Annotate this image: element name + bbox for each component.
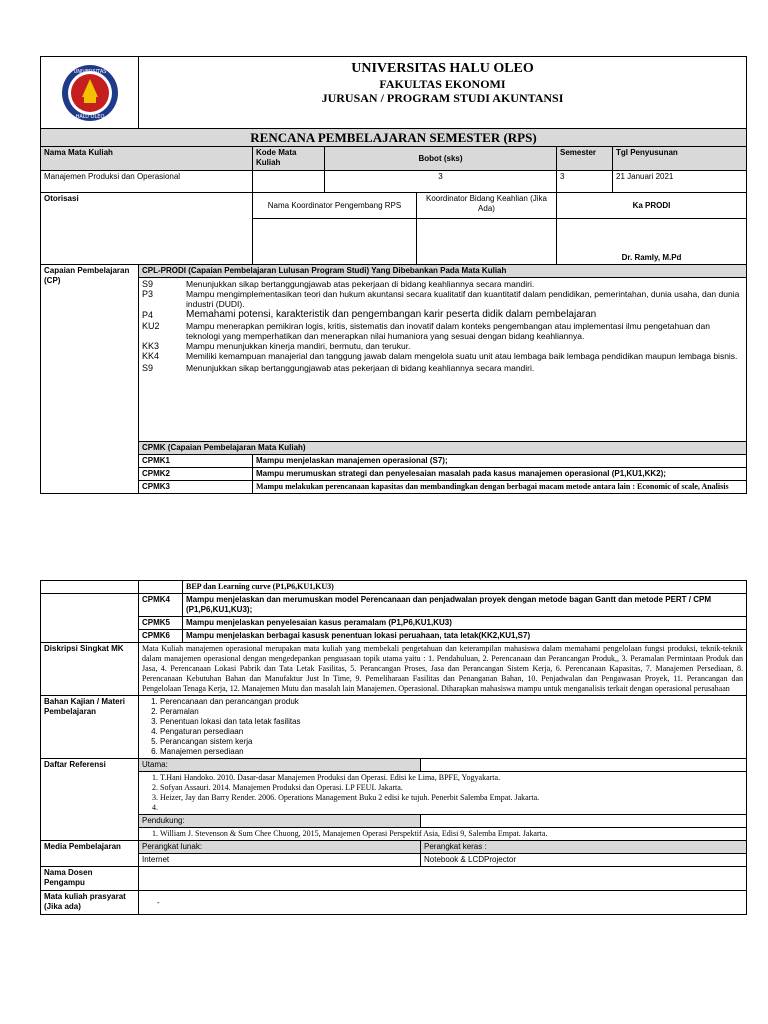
utama-label: Utama: xyxy=(139,759,421,772)
label-field-coordinator: Koordinator Bidang Keahlian (Jika Ada) xyxy=(417,193,557,219)
semester-value: 3 xyxy=(557,171,613,193)
cpmk-desc: Mampu menjelaskan dan merumuskan model Perencanaan dan penjadwalan proyek dengan metode bagan Gantt dan metode PERT / CPM (P1,P6,KU1,KU3); xyxy=(183,594,747,617)
label-referensi: Daftar Referensi xyxy=(41,759,139,841)
label-semester: Semester xyxy=(557,147,613,171)
pendukung-label: Pendukung: xyxy=(139,815,421,828)
cpmk-desc: Mampu menjelaskan berbagai kasusk penentuan lokasi peruahaan, tata letak(KK2,KU1,S7) xyxy=(183,630,747,643)
referensi-item: 1. William J. Stevenson & Sum Chee Chuong, 2015, Manajemen Operasi Perspektif Asia, Edisi 9, Salemba Empat. Jakarta. xyxy=(160,829,743,839)
referensi-item xyxy=(160,803,743,813)
label-course-name: Nama Mata Kuliah xyxy=(41,147,253,171)
rps-detail-table xyxy=(40,580,747,915)
developer-signature xyxy=(253,219,417,265)
label-bahan: Bahan Kajian / Materi Pembelajaran xyxy=(41,696,139,759)
referensi-item: 3. Heizer, Jay dan Barry Render. 2006. Operations Management Buku 2 edisi ke tujuh. Penerbit Salemba Empat. Jakarta. xyxy=(160,793,743,803)
cpl-item: P3 Mampu mengimplementasikan teori dan hukum akuntansi secara kualitatif dan kuantitatif dalam pendidikan, pemerintahan, dunia usaha, dan dunia industri (DUDI). xyxy=(142,289,740,309)
cpmk-desc: Mampu menjelaskan manajemen operasional (S7); xyxy=(253,455,747,468)
bahan-item: 2. Peramalan xyxy=(160,707,743,717)
cpmk3-continued: BEP dan Learning curve (P1,P6,KU1,KU3) xyxy=(183,581,747,594)
label-prasyarat: Mata kuliah prasyarat (Jika ada) xyxy=(41,891,139,915)
bahan-item: 1. Perencanaan dan perancangan produk xyxy=(160,697,743,707)
label-date: Tgl Penyusunan xyxy=(613,147,747,171)
cpmk-desc: Mampu merumuskan strategi dan penyelesaian masalah pada kasus manajemen operasional (P1,KU1,KK2); xyxy=(253,468,747,481)
university-name: UNIVERSITAS HALU OLEO xyxy=(351,61,534,76)
department-name: JURUSAN / PROGRAM STUDI AKUNTANSI xyxy=(321,91,564,105)
field-coordinator-signature xyxy=(417,219,557,265)
cpl-item: S9 Menunjukkan sikap bertanggungjawab atas pekerjaan di bidang keahliannya secara mandiri. xyxy=(142,363,535,373)
blank-cell xyxy=(41,594,139,643)
blank-cell xyxy=(421,815,747,828)
bahan-item: 3. Penentuan lokasi dan tata letak fasilitas xyxy=(160,717,743,727)
rps-header-table xyxy=(40,56,747,494)
bahan-item: 5. Perancangan sistem kerja xyxy=(160,737,743,747)
university-logo-icon xyxy=(54,63,126,123)
cpmk-code: CPMK3 xyxy=(139,481,253,494)
label-credits: Bobot (sks) xyxy=(325,147,557,171)
cpl-item: S9 Menunjukkan sikap bertanggungjawab atas pekerjaan di bidang keahliannya secara mandiri. xyxy=(142,279,535,289)
bahan-item: 4. Pengaturan persediaan xyxy=(160,727,743,737)
label-media: Media Pembelajaran xyxy=(41,841,139,867)
pendukung-list xyxy=(139,828,747,841)
dosen-value xyxy=(139,867,747,891)
logo-text-bottom: HALU OLEO xyxy=(75,113,104,120)
cpmk-code: CPMK2 xyxy=(139,468,253,481)
software-value: Internet xyxy=(139,854,421,867)
blank-cell xyxy=(139,581,183,594)
label-dosen: Nama Dosen Pengampu xyxy=(41,867,139,891)
cpmk-code: CPMK6 xyxy=(139,630,183,643)
cpl-list xyxy=(139,278,747,442)
cpl-item: KK4 Memiliki kemampuan manajerial dan tanggung jawab dalam mengelola suatu unit atau lembaga baik lembaga pendidikan maupun lembaga bisnis. xyxy=(142,351,738,361)
course-name: Manajemen Produksi dan Operasional xyxy=(41,171,253,193)
hardware-value: Notebook & LCDProjector xyxy=(421,854,747,867)
bahan-list xyxy=(139,696,747,759)
rps-page-1 xyxy=(40,56,746,494)
cpmk-code: CPMK1 xyxy=(139,455,253,468)
cpmk-code: CPMK4 xyxy=(139,594,183,617)
label-head: Ka PRODI xyxy=(557,193,747,219)
cpl-header: CPL-PRODI (Capaian Pembelajaran Lulusan Program Studi) Yang Dibebankan Pada Mata Kuliah xyxy=(139,265,747,278)
bahan-item: 6. Manajemen persediaan xyxy=(160,747,743,757)
software-label: Perangkat lunak: xyxy=(139,841,421,854)
label-otorisasi: Otorisasi xyxy=(41,193,253,265)
cpmk-desc: Mampu menjelaskan penyelesaian kasus peramalam (P1,P6,KU1,KU3) xyxy=(183,617,747,630)
date-value: 21 Januari 2021 xyxy=(613,171,747,193)
label-cp: Capaian Pembelajaran (CP) xyxy=(41,265,139,494)
deskripsi-text: Mata Kuliah manajemen operasional merupakan mata kuliah yang membekali pengetahuan dan keterampilan mahasiswa dalam memahami pengelolaan fungsi produksi, teknik-teknik dalam manajemen operasional dengan mengedepankan penguasaan topik utama yaitu : 1. Pendahuluan, 2. Perencanaan dan Perancangan Produk,, 3. Peramalan Permintaan Produk dan Jasa, 4. Perencanaan Lokasi Pabrik dan Tata Letak Fasilitas, 5. Perancangan Proses, Jasa dan Perancangan Sistem Kerja, 6. Perencanaan Kapasitas, 7. Manajemen Persediaan, 8. Perencanaan Kebutuhan Bahan dan Manufaktur Just In Time, 9. Pemeliharaan Fasilitas dan Penanganan Bahan, 10. Penjadwalan dan Pengawasan Proyek, 11. Perancangan dan Pengelolaan Tenaga Kerja, 12. Manajemen Mutu dan masalah lain Manajemen. Operasional. Diharapkan mahasiswa mampu untuk menganalisis terkait dengan operasional perusahaan xyxy=(139,643,747,696)
cpmk-header: CPMK (Capaian Pembelajaran Mata Kuliah) xyxy=(139,442,747,455)
logo-cell xyxy=(41,57,139,129)
label-deskripsi: Diskripsi Singkat MK xyxy=(41,643,139,696)
utama-list xyxy=(139,772,747,815)
hardware-label: Perangkat keras : xyxy=(421,841,747,854)
rps-title: RENCANA PEMBELAJARAN SEMESTER (RPS) xyxy=(41,129,747,147)
cpmk-desc: Mampu melakukan perencanaan kapasitas dan membandingkan dengan berbagai macam metode antara lain : Economic of scale, Analisis xyxy=(253,481,747,494)
course-code xyxy=(253,171,325,193)
blank-cell xyxy=(41,581,139,594)
faculty-name: FAKULTAS EKONOMI xyxy=(379,77,506,91)
cpl-item: P4 Memahami potensi, karakteristik dan pengembangan karir peserta didik dalam pembelajaran xyxy=(142,309,597,320)
prasyarat-value: - xyxy=(139,891,747,915)
rps-page-2 xyxy=(40,580,746,915)
cpl-item: KK3 Mampu menunjukkan kinerja mandiri, bermutu, dan terukur. xyxy=(142,341,411,351)
header-titles xyxy=(139,57,747,129)
head-name: Dr. Ramly, M.Pd xyxy=(557,219,747,265)
referensi-item: 2. Sofyan Assauri. 2014. Manajemen Produksi dan Operasi. LP FEUI. Jakarta. xyxy=(160,783,743,793)
cpmk-code: CPMK5 xyxy=(139,617,183,630)
logo-text-top: UNIVERSITAS xyxy=(73,68,106,75)
label-course-code: Kode Mata Kuliah xyxy=(253,147,325,171)
cpl-item: KU2 Mampu menerapkan pemikiran logis, kritis, sistematis dan inovatif dalam konteks pengembangan atau implementasi ilmu pengetahuan dan teknologi yang memperhatikan dan menerapkan nilai humaniora yang sesuai dengan bidang keahliannya. xyxy=(142,321,710,341)
credits-value: 3 xyxy=(325,171,557,193)
blank-cell xyxy=(421,759,747,772)
label-developer: Nama Koordinator Pengembang RPS xyxy=(253,193,417,219)
referensi-item: 1. T.Hani Handoko. 2010. Dasar-dasar Manajemen Produksi dan Operasi. Edisi ke Lima, BPFE, Yogyakarta. xyxy=(160,773,743,783)
